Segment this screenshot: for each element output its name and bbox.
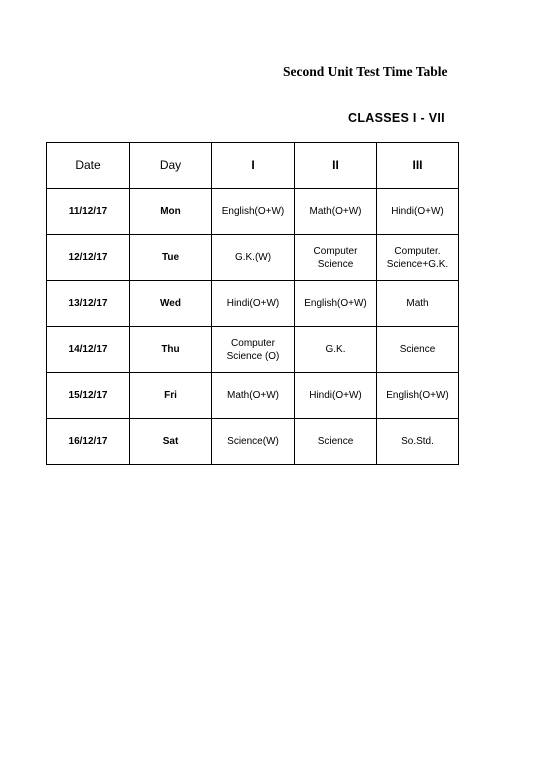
subject-cell: Science bbox=[377, 327, 459, 373]
subject-cell: Hindi(O+W) bbox=[212, 281, 295, 327]
subject-cell: G.K.(W) bbox=[212, 235, 295, 281]
subject-cell: So.Std. bbox=[377, 419, 459, 465]
classes-subtitle: CLASSES I - VII bbox=[348, 111, 445, 125]
table-row bbox=[47, 419, 459, 465]
date-cell: 15/12/17 bbox=[47, 373, 130, 419]
subject-cell: English(O+W) bbox=[212, 189, 295, 235]
day-cell: Sat bbox=[130, 419, 212, 465]
date-cell: 13/12/17 bbox=[47, 281, 130, 327]
header-row bbox=[47, 143, 459, 189]
header-class-iii: III bbox=[377, 143, 459, 189]
header-class-i: I bbox=[212, 143, 295, 189]
subject-cell: Math bbox=[377, 281, 459, 327]
subject-cell: Science(W) bbox=[212, 419, 295, 465]
day-cell: Thu bbox=[130, 327, 212, 373]
subject-cell: Math(O+W) bbox=[295, 189, 377, 235]
subject-cell: Science bbox=[295, 419, 377, 465]
date-cell: 11/12/17 bbox=[47, 189, 130, 235]
table-row bbox=[47, 281, 459, 327]
subject-cell: Math(O+W) bbox=[212, 373, 295, 419]
page-title: Second Unit Test Time Table bbox=[283, 64, 448, 79]
day-cell: Tue bbox=[130, 235, 212, 281]
header-day: Day bbox=[130, 143, 212, 189]
timetable bbox=[46, 142, 459, 465]
date-cell: 12/12/17 bbox=[47, 235, 130, 281]
subject-cell: G.K. bbox=[295, 327, 377, 373]
subject-cell: Hindi(O+W) bbox=[377, 189, 459, 235]
subject-cell: Hindi(O+W) bbox=[295, 373, 377, 419]
subject-cell: Computer. Science+G.K. bbox=[377, 235, 459, 281]
subject-cell: Computer Science (O) bbox=[212, 327, 295, 373]
header-date: Date bbox=[47, 143, 130, 189]
subject-cell: English(O+W) bbox=[377, 373, 459, 419]
table-row bbox=[47, 327, 459, 373]
day-cell: Mon bbox=[130, 189, 212, 235]
date-cell: 16/12/17 bbox=[47, 419, 130, 465]
header-class-ii: II bbox=[295, 143, 377, 189]
subject-cell: Computer Science bbox=[295, 235, 377, 281]
table-row bbox=[47, 235, 459, 281]
subject-cell: English(O+W) bbox=[295, 281, 377, 327]
table-row bbox=[47, 189, 459, 235]
day-cell: Wed bbox=[130, 281, 212, 327]
date-cell: 14/12/17 bbox=[47, 327, 130, 373]
table-row bbox=[47, 373, 459, 419]
day-cell: Fri bbox=[130, 373, 212, 419]
